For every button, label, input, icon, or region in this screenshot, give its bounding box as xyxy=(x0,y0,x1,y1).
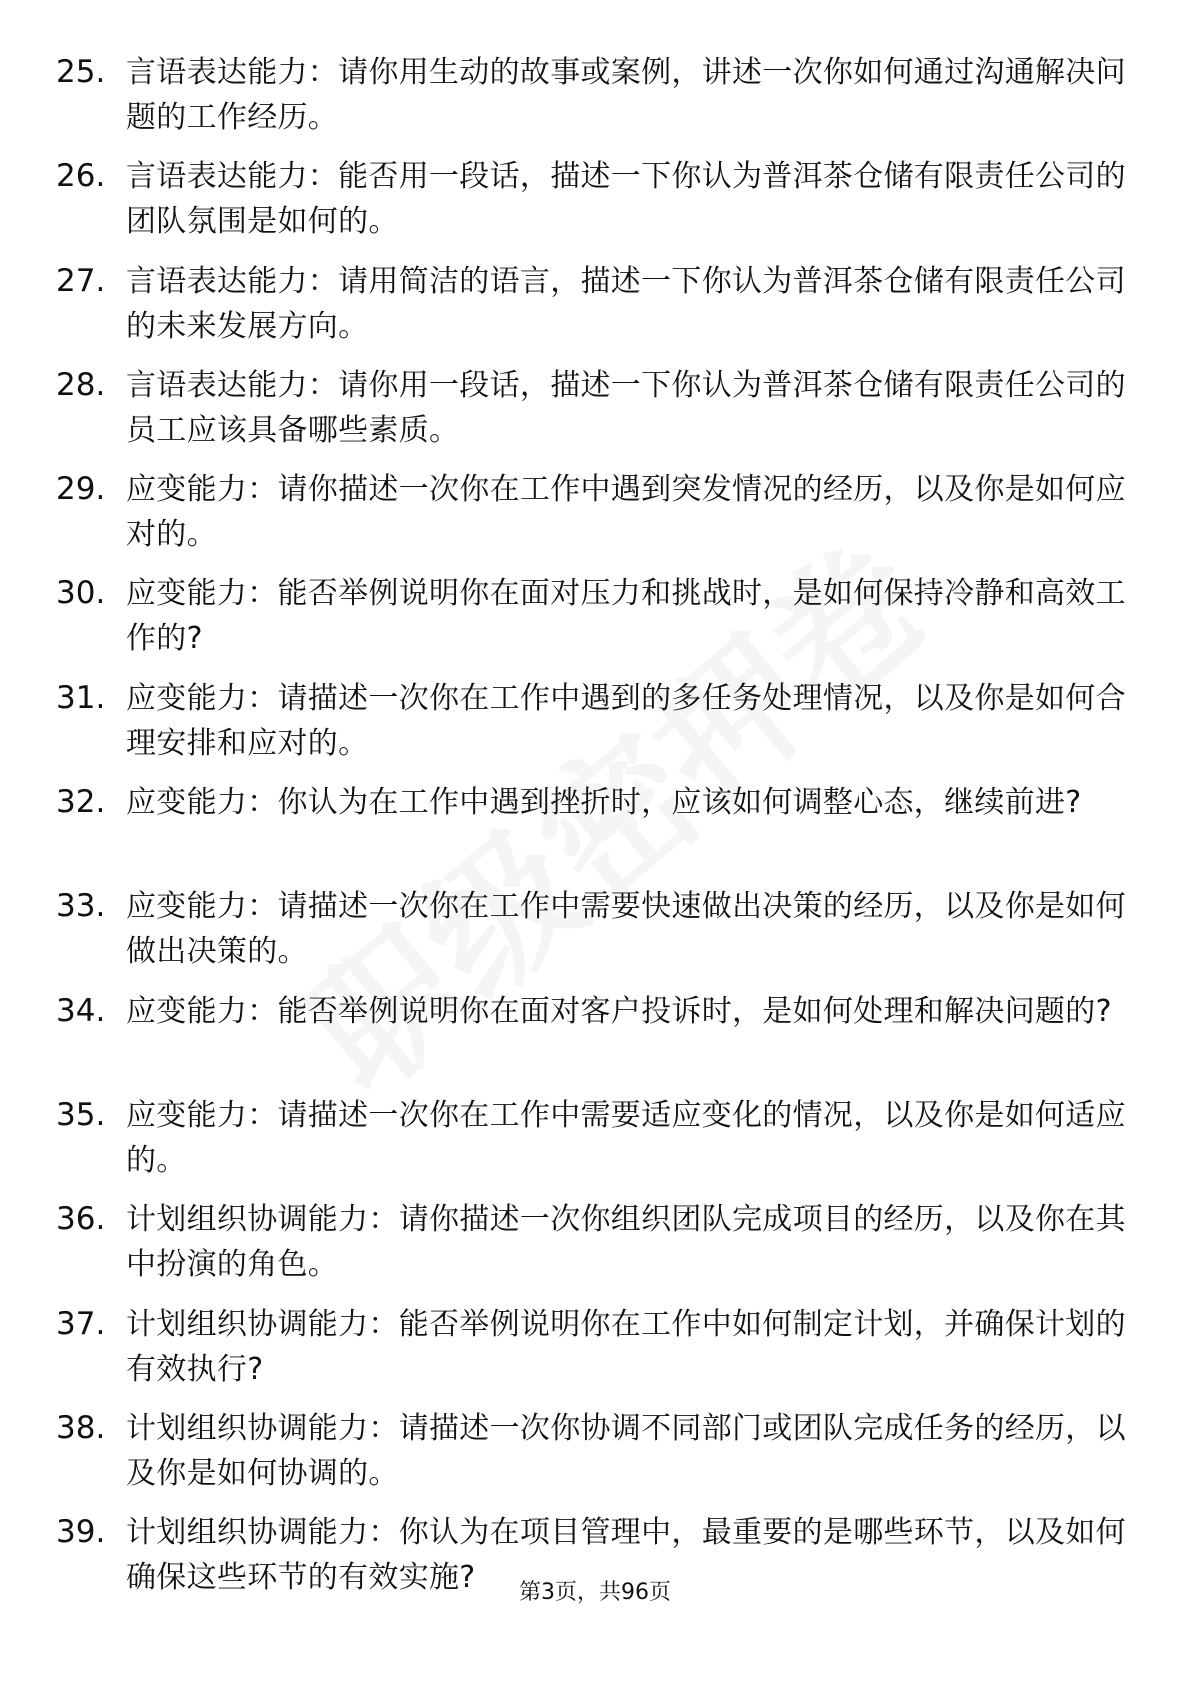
question-number: 36. xyxy=(56,1201,106,1238)
question-number: 38. xyxy=(56,1409,106,1446)
question-number: 32. xyxy=(56,784,106,821)
question-text: 言语表达能力：能否用一段话，描述一下你认为普洱茶仓储有限责任公司的团队氛围是如何的。 xyxy=(126,159,1126,240)
list-item xyxy=(0,467,1190,571)
question-text: 应变能力：请描述一次你在工作中需要适应变化的情况，以及你是如何适应的。 xyxy=(126,1097,1126,1178)
question-number: 34. xyxy=(56,992,106,1029)
list-item xyxy=(0,1406,1190,1510)
list-item xyxy=(0,1197,1190,1301)
question-number: 30. xyxy=(56,575,106,612)
question-number: 29. xyxy=(56,471,106,508)
question-number: 35. xyxy=(56,1096,106,1133)
list-item xyxy=(0,50,1190,154)
question-number: 26. xyxy=(56,158,106,195)
question-text: 言语表达能力：请用简洁的语言，描述一下你认为普洱茶仓储有限责任公司的未来发展方向。 xyxy=(126,263,1126,344)
question-number: 28. xyxy=(56,366,106,403)
list-item xyxy=(0,780,1190,884)
list-item xyxy=(0,884,1190,988)
question-number: 37. xyxy=(56,1305,106,1342)
list-item xyxy=(0,1302,1190,1406)
question-list xyxy=(0,50,1190,1614)
question-number: 27. xyxy=(56,262,106,299)
list-item xyxy=(0,259,1190,363)
list-item xyxy=(0,363,1190,467)
question-text: 应变能力：能否举例说明你在面对客户投诉时，是如何处理和解决问题的? xyxy=(126,993,1112,1029)
question-text: 计划组织协调能力：请你描述一次你组织团队完成项目的经历，以及你在其中扮演的角色。 xyxy=(126,1202,1126,1283)
question-text: 计划组织协调能力：你认为在项目管理中，最重要的是哪些环节，以及如何确保这些环节的有效实施? xyxy=(126,1515,1126,1596)
question-text: 言语表达能力：请你用生动的故事或案例，讲述一次你如何通过沟通解决问题的工作经历。 xyxy=(126,55,1126,135)
question-number: 31. xyxy=(56,679,106,716)
question-number: 33. xyxy=(56,888,106,925)
question-text: 言语表达能力：请你用一段话，描述一下你认为普洱茶仓储有限责任公司的员工应该具备哪些素质。 xyxy=(126,367,1126,448)
question-text: 应变能力：请描述一次你在工作中需要快速做出决策的经历，以及你是如何做出决策的。 xyxy=(126,889,1126,970)
list-item xyxy=(0,676,1190,780)
list-item xyxy=(0,989,1190,1093)
question-text: 计划组织协调能力：能否举例说明你在工作中如何制定计划，并确保计划的有效执行? xyxy=(126,1306,1126,1387)
question-text: 应变能力：你认为在工作中遇到挫折时，应该如何调整心态，继续前进? xyxy=(126,785,1082,821)
question-text: 应变能力：能否举例说明你在面对压力和挑战时，是如何保持冷静和高效工作的? xyxy=(126,576,1126,657)
list-item xyxy=(0,154,1190,258)
question-text: 应变能力：请描述一次你在工作中遇到的多任务处理情况，以及你是如何合理安排和应对的。 xyxy=(126,680,1126,761)
list-item xyxy=(0,571,1190,675)
question-number: 25. xyxy=(56,54,106,90)
question-text: 计划组织协调能力：请描述一次你协调不同部门或团队完成任务的经历，以及你是如何协调的。 xyxy=(126,1410,1126,1491)
question-text: 应变能力：请你描述一次你在工作中遇到突发情况的经历，以及你是如何应对的。 xyxy=(126,472,1126,553)
question-number: 39. xyxy=(56,1514,106,1551)
page-footer: 第3页，共96页 xyxy=(519,1580,671,1605)
list-item xyxy=(0,1093,1190,1197)
